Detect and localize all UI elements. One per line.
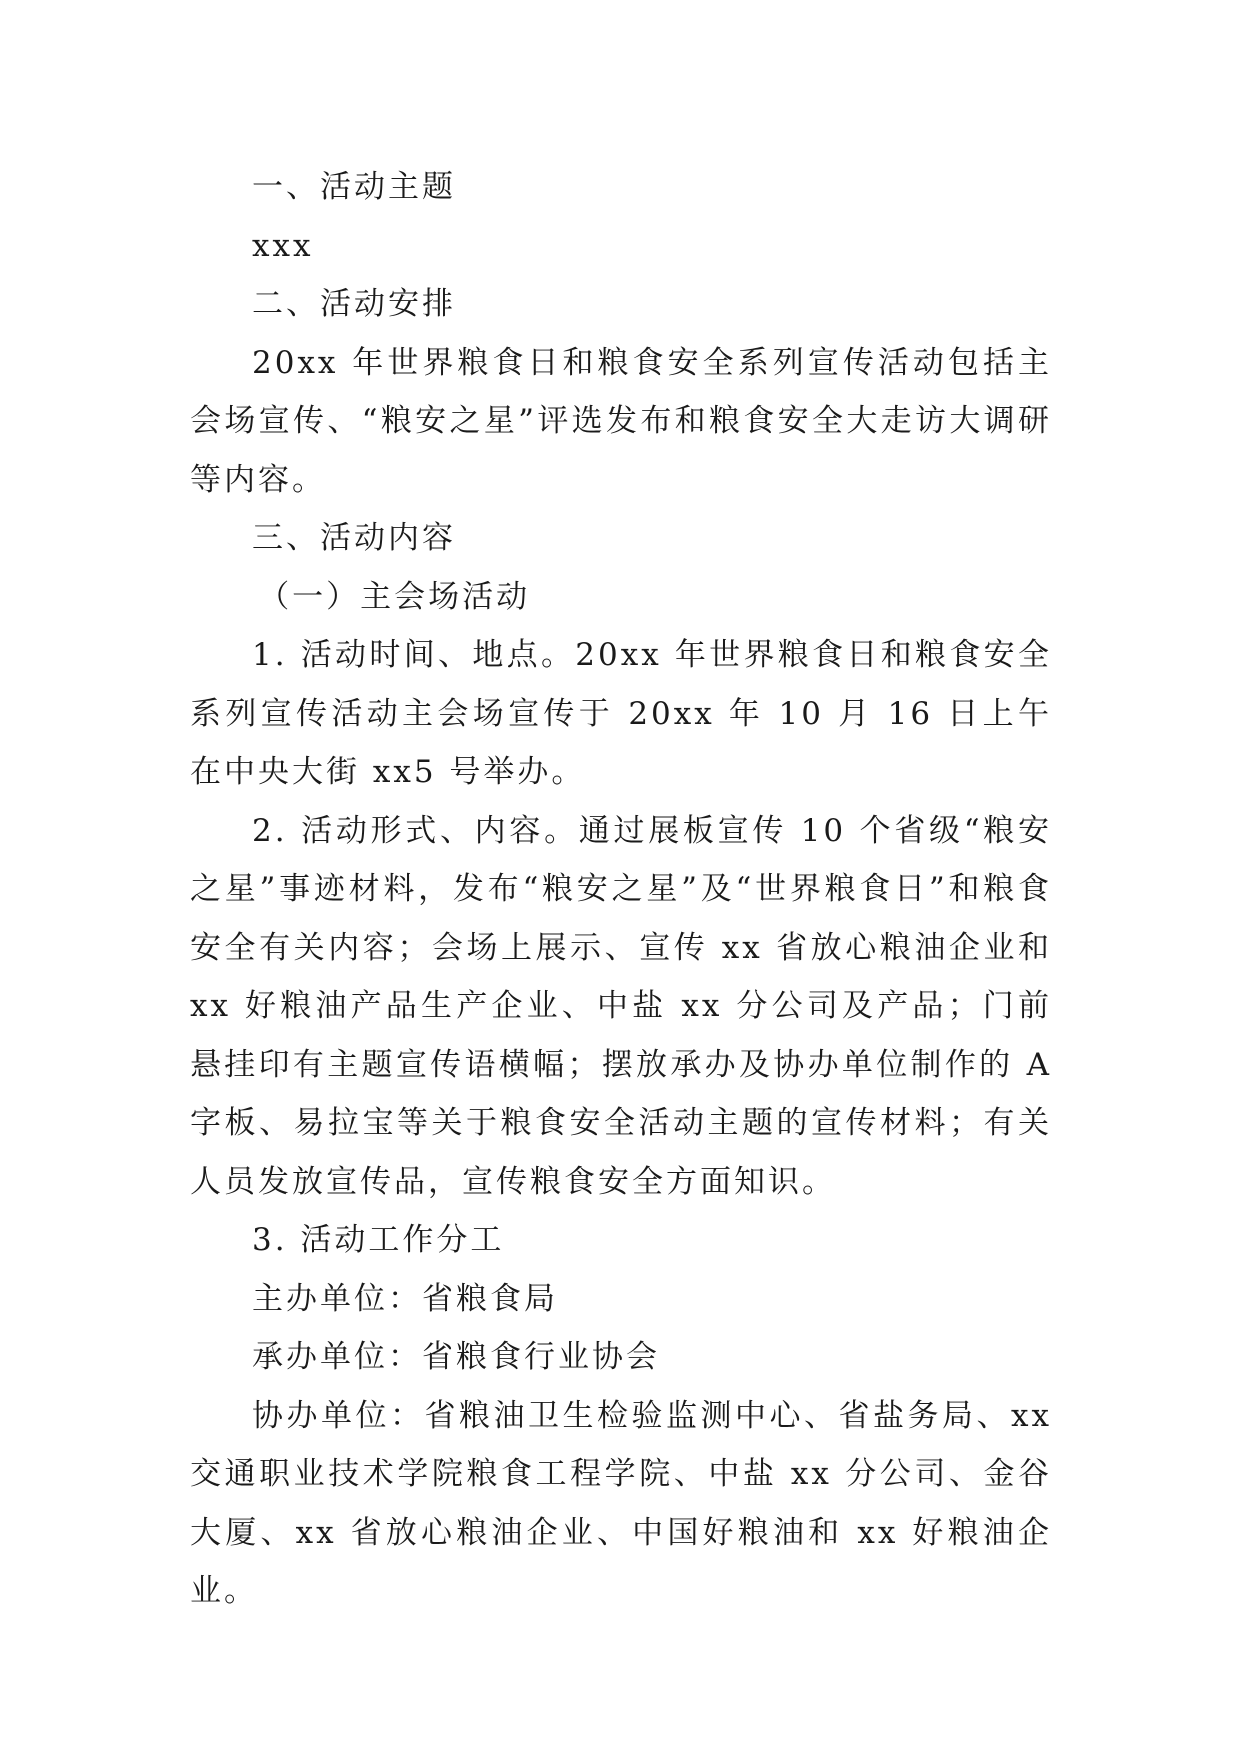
paragraph-form-content: 2. 活动形式、内容。通过展板宣传 10 个省级“粮安之星”事迹材料，发布“粮安之星”及“世界粮食日”和粮食安全有关内容；会场上展示、宣传 xx 省放心粮油企业和 xx 好粮油产品生产企业、中盐 xx 分公司及产品；门前悬挂印有主题宣传语横幅；摆放承办及协办单位制作的 A 字板、易拉宝等关于粮食安全活动主题的宣传材料；有关人员发放宣传品，宣传粮食安全方面知识。	[190, 812, 1052, 1200]
heading-activity-content: 三、活动内容	[252, 520, 456, 556]
activity-theme-value: xxx	[252, 227, 314, 264]
subheading-main-venue: （一）主会场活动	[258, 578, 531, 615]
paragraph-arrangement: 20xx 年世界粮食日和粮食安全系列宣传活动包括主会场宣传、“粮安之星”评选发布和粮食安全大走访大调研等内容。	[190, 344, 1052, 498]
paragraph-time-location: 1. 活动时间、地点。20xx 年世界粮食日和粮食安全系列宣传活动主会场宣传于 20xx 年 10 月 16 日上午在中央大街 xx5 号举办。	[190, 637, 1052, 790]
paragraph-organizer: 主办单位：省粮食局	[252, 1280, 558, 1317]
heading-activity-theme: 一、活动主题	[252, 169, 456, 205]
paragraph-undertaker: 承办单位：省粮食行业协会	[252, 1339, 660, 1375]
heading-activity-arrangement: 二、活动安排	[252, 286, 456, 322]
paragraph-co-organizers: 协办单位：省粮油卫生检验监测中心、省盐务局、xx 交通职业技术学院粮食工程学院、中盐 xx 分公司、金谷大厦、xx 省放心粮油企业、中国好粮油和 xx 好粮油企业。	[190, 1397, 1052, 1609]
document-body	[190, 158, 1052, 1621]
paragraph-division-of-work: 3. 活动工作分工	[252, 1222, 505, 1258]
